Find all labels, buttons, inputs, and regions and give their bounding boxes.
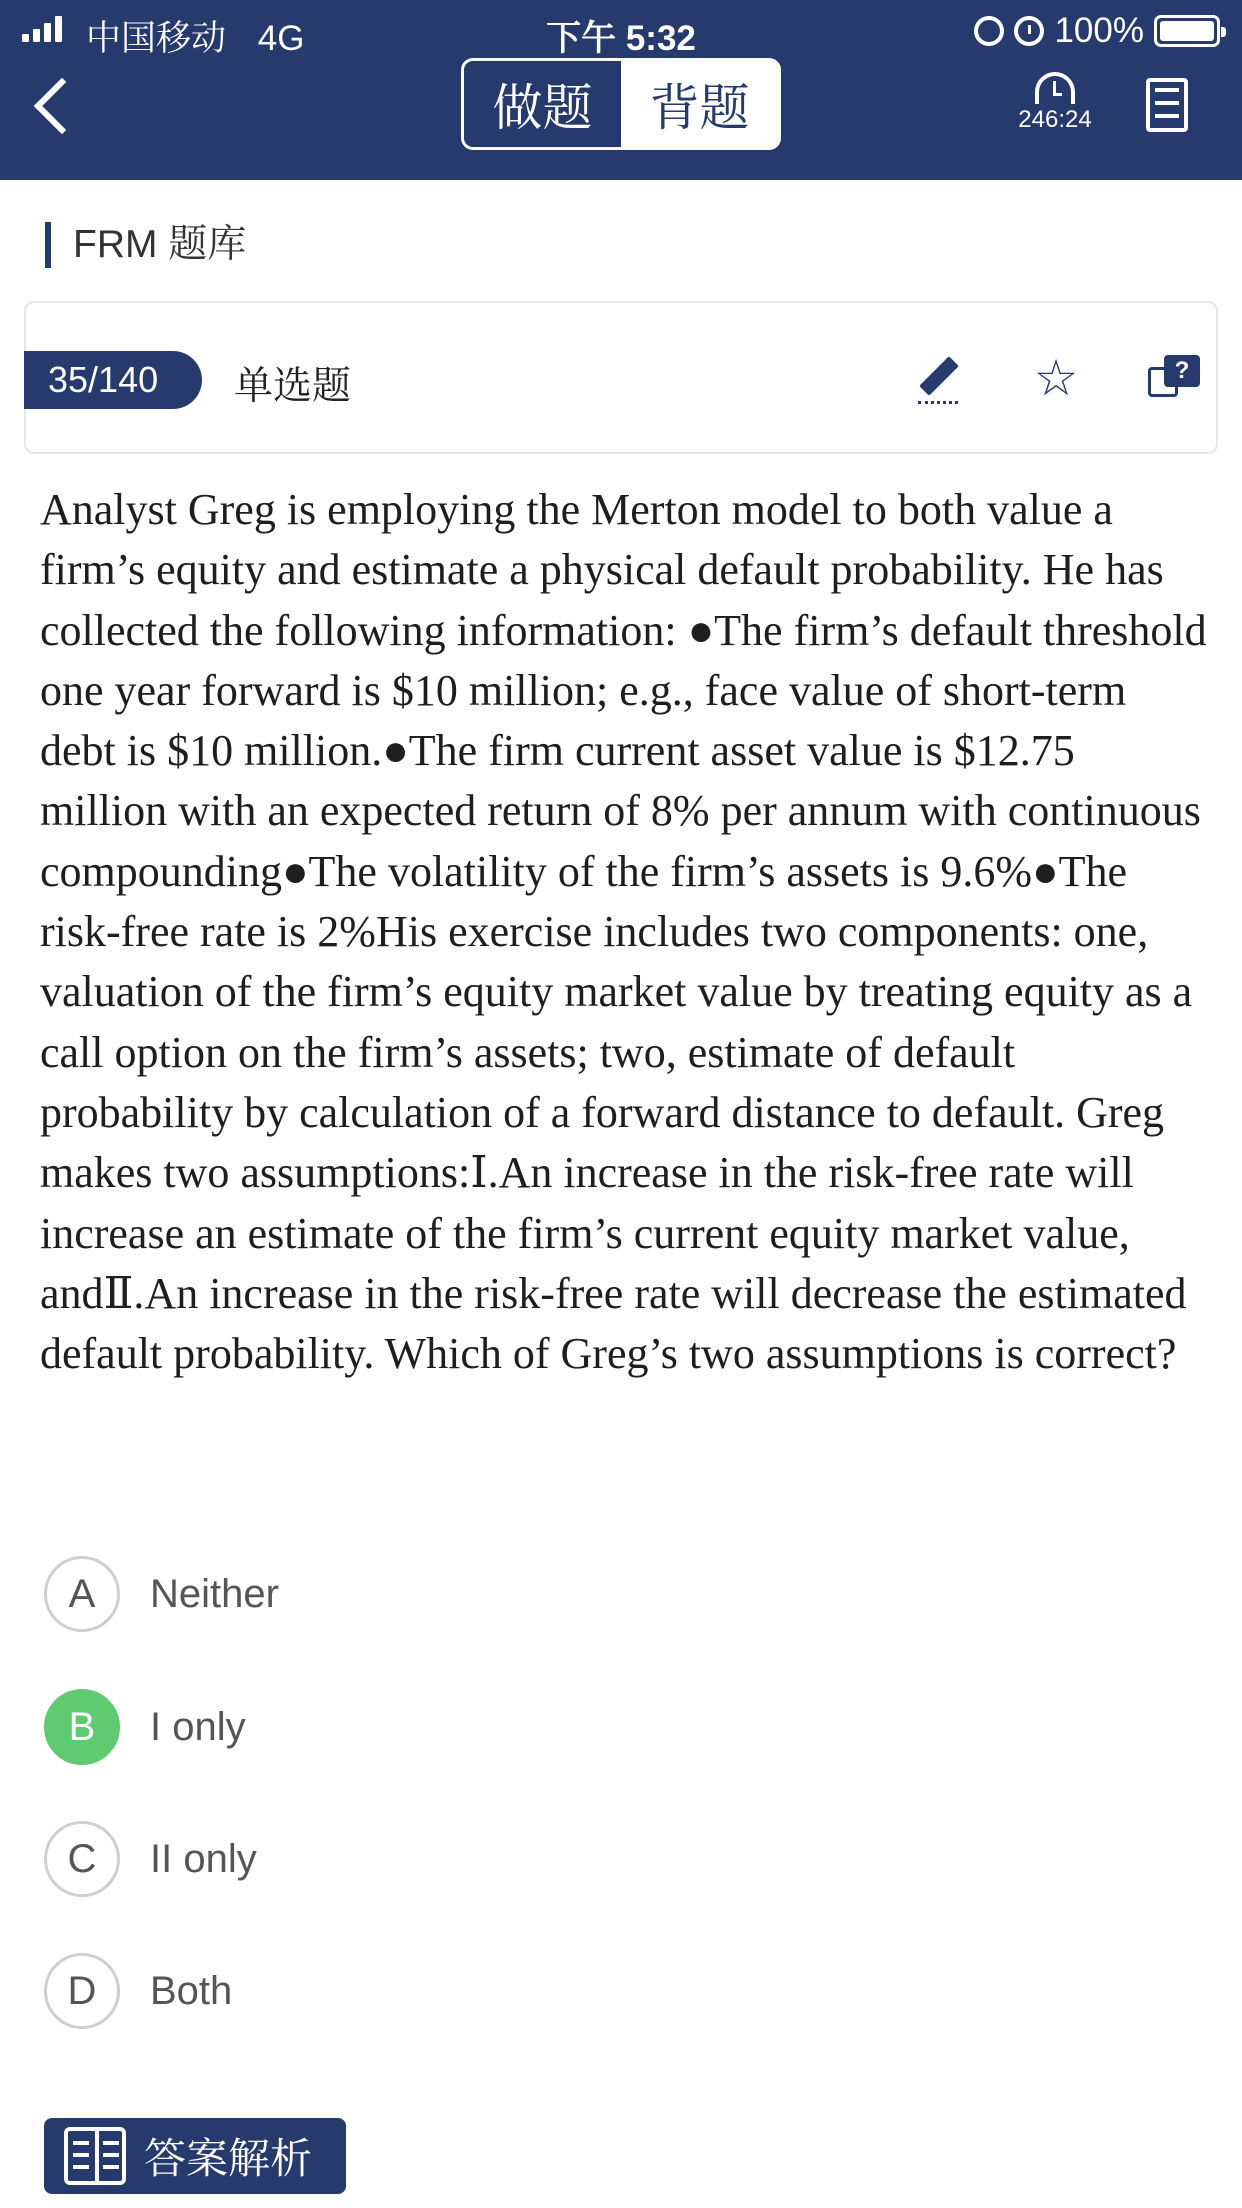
option-a[interactable] (44, 1556, 279, 1632)
breadcrumb: FRM 题库 (45, 222, 246, 268)
option-letter: B (44, 1689, 120, 1765)
status-time: 下午 5:32 (546, 19, 696, 58)
timer-button[interactable] (1005, 72, 1105, 142)
status-bar (0, 0, 1242, 60)
alarm-icon (1014, 16, 1044, 46)
question-counter: 35/140 (24, 351, 202, 409)
favorite-star-icon[interactable]: ☆ (1033, 350, 1079, 406)
network-type: 4G (257, 19, 305, 58)
option-letter: C (44, 1821, 120, 1897)
option-text: II only (150, 1836, 257, 1881)
question-type: 单选题 (234, 365, 352, 408)
alarm-clock-icon (1035, 72, 1075, 104)
question-text: Analyst Greg is employing the Merton model to both value a firm’s equity and estimate a physical default probability. He has collected the following information: ●The firm’s default threshold one year forward is $10 million; e.g., face value of short-term debt is $10 million.●The firm current asset value is $12.75 million with an expected return of 8% per annum with continuous compounding●The volatility of the firm’s assets is 9.6%●The risk-free rate is 2%His exercise includes two components: one, valuation of the firm’s equity market value by treating equity as a call option on the firm’s assets; two, estimate of default probability by calculation of a forward distance to default. Greg makes two assumptions:Ⅰ.An increase in the risk-free rate will increase an estimate of the firm’s current equity market value, andⅡ.An increase in the risk-free rate will decrease the estimated default probability. Which of Greg’s two assumptions is correct? (40, 485, 1207, 1379)
carrier-name: 中国移动 (86, 19, 227, 58)
tab-practice[interactable]: 做题 (492, 80, 593, 136)
tab-memorize[interactable]: 背题 (621, 61, 778, 147)
top-header (0, 0, 1242, 180)
answer-analysis-label: 答案解析 (144, 2135, 313, 2182)
answer-analysis-button[interactable] (44, 2118, 346, 2194)
option-d[interactable] (44, 1953, 232, 2029)
option-text: Neither (150, 1571, 279, 1616)
book-icon (64, 2127, 126, 2185)
orientation-lock-icon (974, 16, 1004, 46)
question-feedback-icon[interactable]: ? (1148, 353, 1200, 405)
answer-sheet-icon[interactable] (1146, 78, 1188, 132)
option-c[interactable] (44, 1821, 257, 1897)
status-right (974, 11, 1220, 51)
option-letter: D (44, 1953, 120, 2029)
option-text: Both (150, 1968, 233, 2013)
question-card (24, 301, 1218, 454)
timer-value: 246:24 (1018, 106, 1092, 133)
mode-switch (461, 58, 781, 150)
back-button[interactable] (30, 78, 78, 126)
option-text: I only (150, 1704, 246, 1749)
battery-percent: 100% (1054, 11, 1144, 50)
option-letter: A (44, 1556, 120, 1632)
option-b[interactable] (44, 1689, 246, 1765)
note-icon[interactable] (912, 353, 964, 405)
battery-icon (1154, 15, 1220, 47)
